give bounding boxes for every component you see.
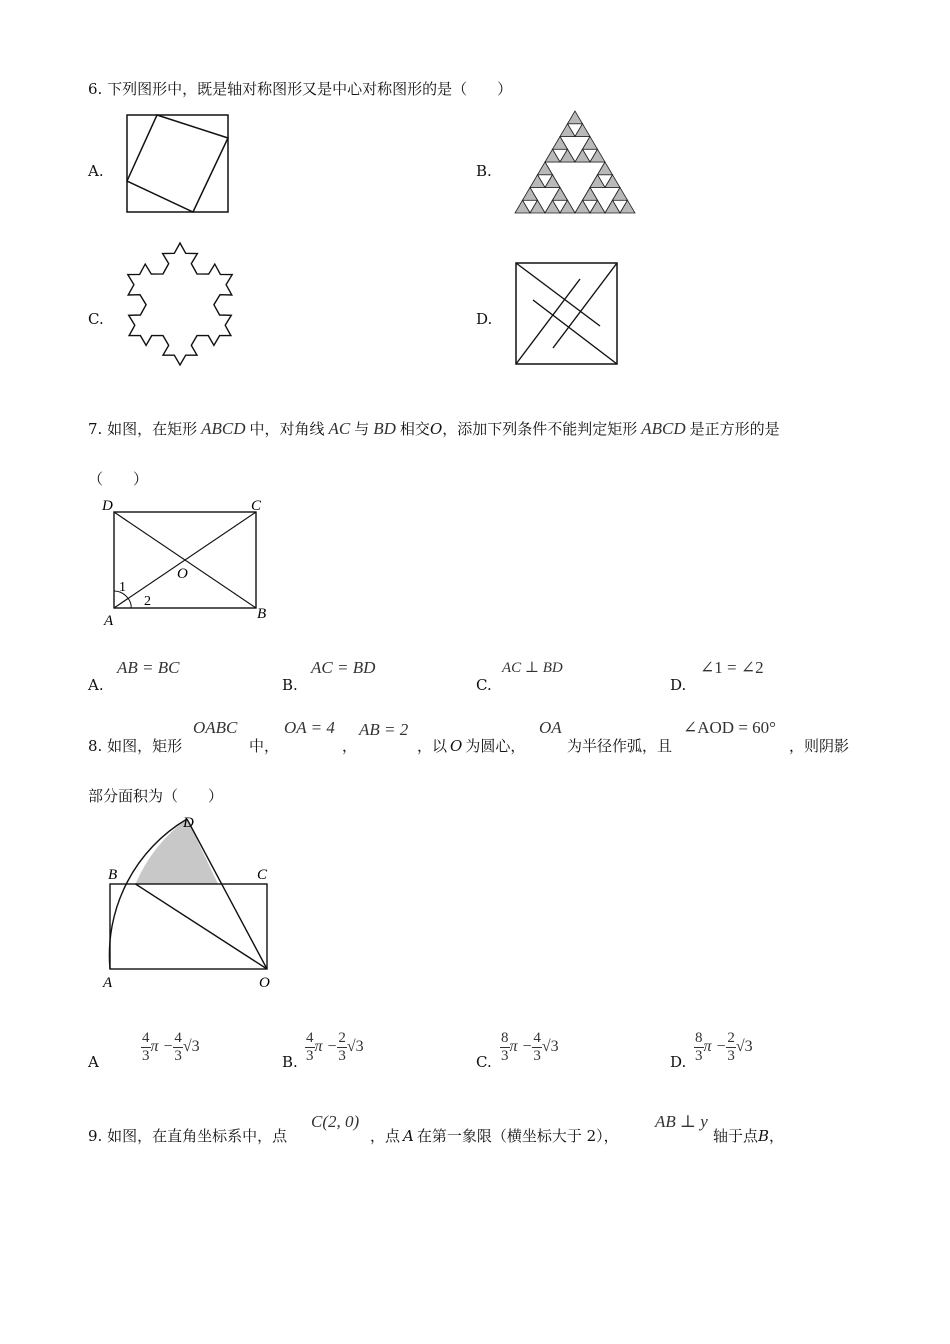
q8-oabc: OABC (193, 718, 238, 737)
q8-option-b-pi: π − (314, 1038, 338, 1056)
q9-c20: C(2, 0) (311, 1112, 360, 1131)
q9-stem-text-2a: ，点 (370, 1127, 401, 1145)
q7-option-b-expr: AC = BD (311, 658, 376, 677)
q8-figure (98, 810, 288, 994)
sierpinski-triangle-piece (568, 111, 583, 124)
q8-option-c-label: C. (476, 1053, 492, 1071)
q6-figure-c (124, 242, 236, 366)
q8-option-c-n2: 4 (533, 1030, 541, 1046)
q7-label-2: 2 (144, 594, 151, 609)
q8-comma-1: ， (342, 737, 358, 755)
q8-label-a: A (103, 975, 113, 991)
q8-option-c-rad: √3 (541, 1038, 559, 1056)
q8-option-d-frac-2 (726, 1030, 736, 1065)
q7-option-c-expr: AC ⊥ BD (502, 660, 563, 676)
q8-ab2: AB = 2 (359, 720, 409, 739)
q8-option-a-pi: π − (150, 1038, 174, 1056)
q6-option-a-label: A. (88, 162, 104, 180)
q7-abcd-2: ABCD (641, 419, 686, 438)
q7-stem (88, 418, 780, 439)
q7-label-o: O (177, 566, 188, 582)
q9-aby: AB ⊥ y (655, 1112, 708, 1131)
q9-b: B (758, 1127, 770, 1145)
q8-option-d-d1: 3 (695, 1048, 703, 1064)
q8-label-b: B (108, 867, 118, 883)
q8-option-c-expr (500, 1030, 559, 1065)
q8-label-d: D (183, 815, 194, 831)
q7-o: O (429, 420, 443, 438)
q8-option-a-d2: 3 (174, 1048, 182, 1064)
q7-figure (100, 496, 280, 628)
q8-option-a-expr (141, 1030, 200, 1065)
q6-option-b-label: B. (476, 162, 492, 180)
q8-option-a-frac-1 (141, 1030, 151, 1065)
q9-a: A (403, 1127, 414, 1145)
q7-bd: BD (373, 419, 396, 438)
q8-option-d-expr (694, 1030, 753, 1065)
q7-abcd-1: ABCD (201, 419, 246, 438)
q8-stem-text-4: 为圆心， (465, 737, 526, 755)
q8-option-c-n1: 8 (501, 1030, 509, 1046)
q7-label-d: D (102, 498, 113, 514)
q8-label-o: O (259, 975, 270, 991)
q7-option-c-label: C. (476, 676, 492, 694)
q8-stem-text-5: 为半径作弧，且 (567, 737, 673, 755)
q9-stem-text-4 (713, 1125, 784, 1146)
q8-o: O (450, 737, 463, 755)
q8-option-b-expr (305, 1030, 364, 1065)
q8-oa: OA (539, 718, 562, 737)
q8-option-b-frac-2 (337, 1030, 347, 1065)
q8-option-d-n2: 2 (727, 1030, 735, 1046)
q8-angle: ∠AOD = 60° (683, 718, 776, 737)
q6-stem: 6. 下列图形中，既是轴对称图形又是中心对称图形的是（ ） (88, 80, 513, 98)
q7-option-a-label: A. (88, 676, 104, 694)
q7-option-d-label: D. (670, 676, 687, 694)
q7-label-c: C (251, 498, 262, 514)
q7-stem-text-4: 相交 (399, 420, 430, 438)
q6-option-d-label: D. (476, 310, 493, 328)
q9-stem-text-1: 9. 如图，在直角坐标系中，点 (88, 1127, 288, 1145)
q7-paren: （ ） (88, 470, 149, 488)
q8-stem-text-3 (417, 735, 525, 756)
q8-stem-text-2: 中， (249, 737, 280, 755)
q8-option-d-pi: π − (703, 1038, 727, 1056)
q7-label-1: 1 (119, 580, 126, 595)
q8-option-a-n1: 4 (142, 1030, 150, 1046)
q7-stem-text-6: 是正方形的是 (689, 420, 780, 438)
q8-option-a-n2: 4 (174, 1030, 182, 1046)
q8-option-b-d1: 3 (306, 1048, 314, 1064)
q8-option-a-label: A (88, 1053, 99, 1071)
q7-stem-text-3: 与 (354, 420, 370, 438)
q8-label-c: C (257, 867, 268, 883)
q8-option-b-d2: 3 (338, 1048, 346, 1064)
q7-label-b: B (257, 606, 267, 622)
q6-option-c-label: C. (88, 310, 104, 328)
q7-option-d-expr: ∠1 = ∠2 (700, 658, 764, 677)
q8-stem-text-1: 8. 如图，矩形 (88, 737, 183, 755)
q8-oa4: OA = 4 (284, 718, 335, 737)
q8-stem-text-6: ，则阴影 (789, 737, 850, 755)
q8-option-d-d2: 3 (727, 1048, 735, 1064)
q7-label-a: A (104, 613, 114, 629)
q8-stem-text-3a: ，以 (417, 737, 448, 755)
q8-option-a-rad: √3 (182, 1038, 200, 1056)
q8-option-b-rad: √3 (346, 1038, 364, 1056)
q9-stem-text-2 (370, 1125, 619, 1146)
q7-stem-text-5: ，添加下列条件不能判定矩形 (442, 420, 638, 438)
q8-stem-text-7: 部分面积为（ ） (88, 787, 224, 805)
q8-option-c-frac-2 (532, 1030, 542, 1065)
q7-option-a-expr: AB = BC (117, 658, 180, 677)
q8-option-b-n1: 4 (306, 1030, 314, 1046)
q8-option-b-label: B. (282, 1053, 298, 1071)
q8-option-c-d1: 3 (501, 1048, 509, 1064)
q8-option-c-pi: π − (509, 1038, 533, 1056)
q8-option-d-label: D. (670, 1053, 687, 1071)
q7-ac: AC (328, 419, 351, 438)
q8-option-d-rad: √3 (735, 1038, 753, 1056)
q8-option-d-frac-1 (694, 1030, 704, 1065)
q7-stem-text-2: 中，对角线 (249, 420, 325, 438)
q8-option-c-frac-1 (500, 1030, 510, 1065)
q7-stem-text-1: 7. 如图，在矩形 (88, 420, 198, 438)
q8-option-b-frac-1 (305, 1030, 315, 1065)
q6-figure-a (126, 114, 230, 214)
q9-stem-text-5: ， (769, 1127, 785, 1145)
q8-option-a-frac-2 (173, 1030, 183, 1065)
q6-figure-b (514, 110, 636, 214)
q9-stem-text-4a: 轴于点 (713, 1127, 759, 1145)
q7-option-b-label: B. (282, 676, 298, 694)
q8-option-a-d1: 3 (142, 1048, 150, 1064)
q6-figure-d (515, 262, 619, 366)
q8-option-c-d2: 3 (533, 1048, 541, 1064)
q9-stem-text-3: 在第一象限（横坐标大于 2）， (416, 1127, 619, 1145)
q8-option-d-n1: 8 (695, 1030, 703, 1046)
q8-option-b-n2: 2 (338, 1030, 346, 1046)
